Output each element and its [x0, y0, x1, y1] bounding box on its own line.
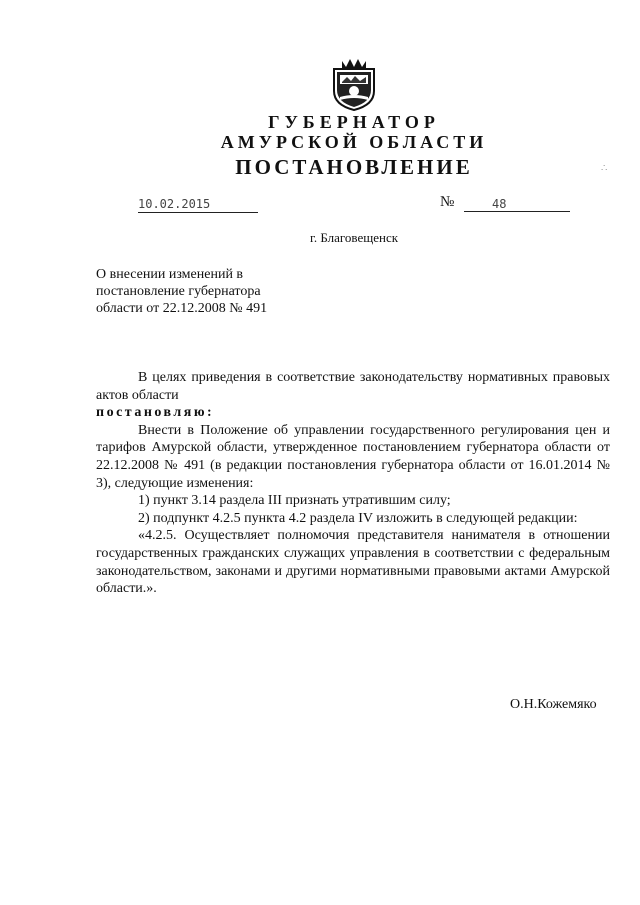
city: г. Благовещенск [309, 230, 399, 245]
coat-of-arms-icon [330, 55, 378, 111]
signature: О.Н.Кожемяко [510, 697, 597, 712]
document-body [96, 369, 610, 598]
margin-mark: ∴ [601, 163, 608, 174]
subject-line: О внесении изменений в [96, 267, 244, 282]
intro-paragraph: Внести в Положение об управлении государственного регулирования цен и тарифов Амурской области, утвержденное постановлением губернатора области от 22.12.2008 № 491 (в редакции постановления губернатора области от 16.01.2014 № 3), следующие изменения: [96, 422, 610, 491]
number-label: № [440, 194, 455, 210]
subject-line: постановление губернатора [96, 284, 261, 299]
header-doc-type: ПОСТАНОВЛЕНИЕ [235, 155, 473, 179]
subject-line: области от 22.12.2008 № 491 [96, 301, 268, 316]
header-governor: ГУБЕРНАТОР [268, 112, 440, 132]
document-subject [96, 266, 306, 317]
quoted-text: «4.2.5. Осуществляет полномочия представителя нанимателя в отношении государственных гражданских служащих управления в соответствии с федеральным законодательством, законами и другими нормативными правовыми актами Амурской области.». [96, 528, 610, 597]
header-region: АМУРСКОЙ ОБЛАСТИ [220, 132, 488, 152]
document-number: 48 [464, 196, 570, 212]
decree-word: постановляю: [96, 405, 215, 421]
preamble: В целях приведения в соответствие законодательству нормативных правовых актов области [96, 370, 610, 403]
item-2: 2) подпункт 4.2.5 пункта 4.2 раздела IV изложить в следующей редакции: [138, 510, 578, 526]
item-1: 1) пункт 3.14 раздела III признать утратившим силу; [138, 493, 451, 509]
document-date: 10.02.2015 [138, 196, 258, 213]
